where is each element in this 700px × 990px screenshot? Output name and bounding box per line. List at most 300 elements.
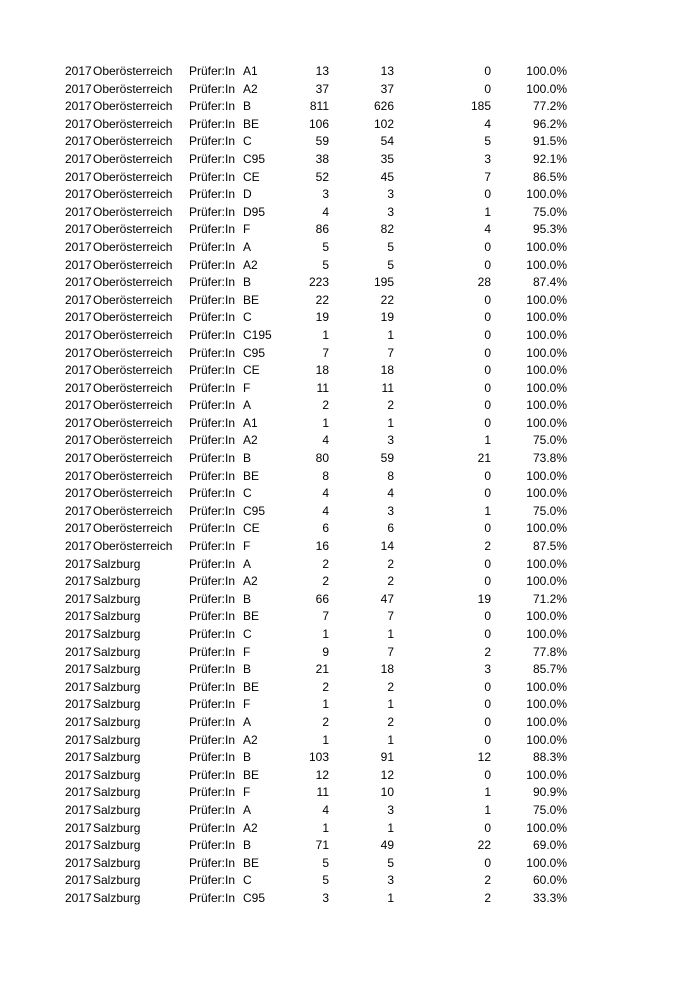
year-cell: 2017 (65, 415, 92, 430)
passed-count-cell: 1 (387, 732, 394, 747)
region-cell: Salzburg (93, 767, 141, 782)
passed-count-cell: 45 (380, 169, 394, 184)
table-row (0, 573, 700, 591)
year-cell: 2017 (65, 398, 92, 413)
role-cell: Prüfer:In (189, 556, 236, 571)
total-count-cell: 9 (322, 644, 329, 659)
year-cell: 2017 (65, 204, 92, 219)
failed-count-cell: 28 (477, 275, 491, 290)
passed-count-cell: 1 (387, 327, 394, 342)
table-row (0, 802, 700, 820)
total-count-cell: 811 (309, 99, 329, 114)
role-cell: Prüfer:In (189, 679, 236, 694)
region-cell: Salzburg (93, 697, 141, 712)
role-cell: Prüfer:In (189, 732, 236, 747)
passed-count-cell: 3 (387, 204, 394, 219)
total-count-cell: 2 (322, 714, 329, 729)
year-cell: 2017 (65, 627, 92, 641)
role-cell: Prüfer:In (189, 99, 236, 114)
pass-rate-cell: 100.0% (526, 363, 567, 378)
passed-count-cell: 7 (387, 345, 394, 360)
license-class-cell: F (243, 785, 251, 800)
year-cell: 2017 (65, 116, 92, 131)
total-count-cell: 1 (322, 327, 329, 342)
year-cell: 2017 (65, 345, 92, 360)
pass-rate-cell: 100.0% (526, 345, 567, 360)
total-count-cell: 21 (315, 662, 329, 677)
license-class-cell: A (243, 398, 252, 413)
role-cell: Prüfer:In (189, 785, 236, 800)
year-cell: 2017 (65, 802, 92, 817)
pass-rate-cell: 100.0% (526, 380, 567, 395)
table-row (0, 186, 700, 204)
passed-count-cell: 5 (387, 239, 394, 254)
table-row (0, 520, 700, 538)
pass-rate-cell: 100.0% (526, 310, 567, 325)
role-cell: Prüfer:In (189, 838, 236, 853)
license-class-cell: B (243, 99, 252, 114)
table-row (0, 380, 700, 398)
year-cell: 2017 (65, 820, 92, 835)
table-row (0, 292, 700, 310)
table-row (0, 538, 700, 556)
region-cell: Oberösterreich (93, 433, 173, 448)
pass-rate-cell: 100.0% (526, 767, 567, 782)
pass-rate-cell: 86.5% (532, 169, 567, 184)
table-row (0, 784, 700, 802)
failed-count-cell: 2 (484, 539, 491, 554)
table-row (0, 679, 700, 697)
total-count-cell: 2 (322, 398, 329, 413)
total-count-cell: 4 (322, 204, 329, 219)
table-row (0, 591, 700, 609)
region-cell: Salzburg (93, 820, 141, 835)
failed-count-cell: 0 (484, 363, 491, 378)
passed-count-cell: 49 (380, 838, 394, 853)
region-cell: Salzburg (93, 802, 141, 817)
year-cell: 2017 (65, 169, 92, 184)
passed-count-cell: 12 (380, 767, 394, 782)
region-cell: Oberösterreich (93, 257, 173, 272)
license-class-cell: D95 (243, 204, 266, 219)
region-cell: Oberösterreich (93, 204, 173, 219)
role-cell: Prüfer:In (189, 767, 236, 782)
table-row (0, 820, 700, 838)
year-cell: 2017 (65, 574, 92, 589)
role-cell: Prüfer:In (189, 134, 236, 149)
total-count-cell: 8 (322, 468, 329, 483)
pass-rate-cell: 75.0% (532, 802, 567, 817)
region-cell: Salzburg (93, 627, 141, 641)
passed-count-cell: 10 (380, 785, 394, 800)
year-cell: 2017 (65, 521, 92, 536)
total-count-cell: 1 (322, 627, 329, 641)
pass-rate-cell: 33.3% (532, 890, 567, 905)
passed-count-cell: 22 (380, 292, 394, 307)
pass-rate-cell: 90.9% (532, 785, 567, 800)
license-class-cell: B (243, 838, 252, 853)
role-cell: Prüfer:In (189, 873, 236, 888)
role-cell: Prüfer:In (189, 169, 236, 184)
region-cell: Oberösterreich (93, 310, 173, 325)
table-row (0, 556, 700, 574)
license-class-cell: B (243, 591, 252, 606)
role-cell: Prüfer:In (189, 697, 236, 712)
year-cell: 2017 (65, 644, 92, 659)
pass-rate-cell: 75.0% (532, 433, 567, 448)
table-row (0, 432, 700, 450)
pass-rate-cell: 100.0% (526, 64, 567, 78)
total-count-cell: 18 (315, 363, 329, 378)
region-cell: Oberösterreich (93, 222, 173, 237)
passed-count-cell: 35 (380, 151, 394, 166)
table-row (0, 503, 700, 521)
passed-count-cell: 82 (380, 222, 394, 237)
license-class-cell: C (243, 310, 252, 325)
failed-count-cell: 0 (484, 627, 491, 641)
failed-count-cell: 2 (484, 644, 491, 659)
pass-rate-cell: 75.0% (532, 503, 567, 518)
year-cell: 2017 (65, 468, 92, 483)
license-class-cell: B (243, 451, 252, 466)
license-class-cell: A2 (243, 820, 258, 835)
region-cell: Oberösterreich (93, 503, 173, 518)
license-class-cell: C195 (243, 327, 272, 342)
role-cell: Prüfer:In (189, 292, 236, 307)
pass-rate-cell: 77.2% (532, 99, 567, 114)
year-cell: 2017 (65, 662, 92, 677)
total-count-cell: 5 (322, 257, 329, 272)
table-row (0, 204, 700, 222)
region-cell: Salzburg (93, 679, 141, 694)
license-class-cell: B (243, 275, 252, 290)
failed-count-cell: 0 (484, 714, 491, 729)
license-class-cell: BE (243, 292, 260, 307)
role-cell: Prüfer:In (189, 750, 236, 765)
table-row (0, 327, 700, 345)
table-row (0, 345, 700, 363)
table-row (0, 732, 700, 750)
total-count-cell: 38 (315, 151, 329, 166)
license-class-cell: A (243, 714, 252, 729)
total-count-cell: 59 (315, 134, 329, 149)
license-class-cell: CE (243, 169, 260, 184)
pass-rate-cell: 77.8% (532, 644, 567, 659)
table-row (0, 626, 700, 644)
year-cell: 2017 (65, 539, 92, 554)
total-count-cell: 19 (315, 310, 329, 325)
year-cell: 2017 (65, 187, 92, 202)
license-class-cell: A1 (243, 64, 258, 78)
passed-count-cell: 3 (387, 873, 394, 888)
pass-rate-cell: 100.0% (526, 697, 567, 712)
failed-count-cell: 0 (484, 292, 491, 307)
year-cell: 2017 (65, 609, 92, 624)
table-row (0, 274, 700, 292)
role-cell: Prüfer:In (189, 363, 236, 378)
passed-count-cell: 13 (380, 64, 394, 78)
failed-count-cell: 3 (484, 662, 491, 677)
passed-count-cell: 18 (380, 662, 394, 677)
table-row (0, 415, 700, 433)
passed-count-cell: 1 (387, 415, 394, 430)
failed-count-cell: 0 (484, 257, 491, 272)
failed-count-cell: 0 (484, 521, 491, 536)
failed-count-cell: 1 (484, 433, 491, 448)
pass-rate-cell: 100.0% (526, 292, 567, 307)
region-cell: Oberösterreich (93, 151, 173, 166)
license-class-cell: C95 (243, 151, 266, 166)
license-class-cell: C95 (243, 503, 266, 518)
table-row (0, 257, 700, 275)
year-cell: 2017 (65, 151, 92, 166)
year-cell: 2017 (65, 81, 92, 96)
failed-count-cell: 0 (484, 855, 491, 870)
role-cell: Prüfer:In (189, 486, 236, 501)
pass-rate-cell: 95.3% (532, 222, 567, 237)
role-cell: Prüfer:In (189, 151, 236, 166)
role-cell: Prüfer:In (189, 451, 236, 466)
table-row (0, 116, 700, 134)
region-cell: Oberösterreich (93, 468, 173, 483)
total-count-cell: 4 (322, 503, 329, 518)
year-cell: 2017 (65, 486, 92, 501)
table-row (0, 696, 700, 714)
pass-rate-cell: 60.0% (532, 873, 567, 888)
license-class-cell: D (243, 187, 252, 202)
license-class-cell: F (243, 222, 251, 237)
failed-count-cell: 0 (484, 327, 491, 342)
pass-rate-cell: 100.0% (526, 521, 567, 536)
failed-count-cell: 1 (484, 503, 491, 518)
total-count-cell: 71 (315, 838, 329, 853)
total-count-cell: 3 (322, 890, 329, 905)
role-cell: Prüfer:In (189, 64, 236, 78)
region-cell: Salzburg (93, 644, 141, 659)
year-cell: 2017 (65, 750, 92, 765)
passed-count-cell: 19 (380, 310, 394, 325)
passed-count-cell: 195 (373, 275, 394, 290)
role-cell: Prüfer:In (189, 275, 236, 290)
passed-count-cell: 18 (380, 363, 394, 378)
passed-count-cell: 8 (387, 468, 394, 483)
failed-count-cell: 0 (484, 732, 491, 747)
pass-rate-cell: 69.0% (532, 838, 567, 853)
region-cell: Salzburg (93, 750, 141, 765)
license-class-cell: F (243, 644, 251, 659)
region-cell: Oberösterreich (93, 292, 173, 307)
year-cell: 2017 (65, 310, 92, 325)
total-count-cell: 66 (315, 591, 329, 606)
pass-rate-cell: 100.0% (526, 398, 567, 413)
region-cell: Oberösterreich (93, 363, 173, 378)
table-row (0, 169, 700, 187)
pass-rate-cell: 75.0% (532, 204, 567, 219)
table-row (0, 239, 700, 257)
year-cell: 2017 (65, 327, 92, 342)
license-class-cell: CE (243, 521, 260, 536)
license-class-cell: F (243, 697, 251, 712)
role-cell: Prüfer:In (189, 327, 236, 342)
license-class-cell: A2 (243, 257, 258, 272)
total-count-cell: 7 (322, 345, 329, 360)
passed-count-cell: 2 (387, 714, 394, 729)
license-class-cell: BE (243, 609, 260, 624)
total-count-cell: 12 (315, 767, 329, 782)
region-cell: Salzburg (93, 591, 141, 606)
total-count-cell: 1 (322, 820, 329, 835)
total-count-cell: 5 (322, 873, 329, 888)
failed-count-cell: 0 (484, 380, 491, 395)
table-row (0, 133, 700, 151)
pass-rate-cell: 100.0% (526, 415, 567, 430)
total-count-cell: 106 (308, 116, 329, 131)
failed-count-cell: 0 (484, 415, 491, 430)
license-class-cell: C95 (243, 345, 266, 360)
total-count-cell: 223 (308, 275, 329, 290)
pass-rate-cell: 100.0% (526, 679, 567, 694)
region-cell: Salzburg (93, 662, 141, 677)
year-cell: 2017 (65, 380, 92, 395)
role-cell: Prüfer:In (189, 310, 236, 325)
total-count-cell: 6 (322, 521, 329, 536)
total-count-cell: 5 (322, 239, 329, 254)
passed-count-cell: 14 (380, 539, 394, 554)
role-cell: Prüfer:In (189, 204, 236, 219)
license-class-cell: A2 (243, 433, 258, 448)
license-class-cell: F (243, 380, 251, 395)
failed-count-cell: 1 (484, 802, 491, 817)
failed-count-cell: 0 (484, 556, 491, 571)
total-count-cell: 16 (315, 539, 329, 554)
passed-count-cell: 626 (373, 99, 394, 114)
total-count-cell: 3 (322, 187, 329, 202)
passed-count-cell: 2 (387, 398, 394, 413)
failed-count-cell: 0 (484, 239, 491, 254)
total-count-cell: 103 (308, 750, 329, 765)
region-cell: Oberösterreich (93, 345, 173, 360)
region-cell: Oberösterreich (93, 81, 173, 96)
role-cell: Prüfer:In (189, 609, 236, 624)
failed-count-cell: 0 (484, 64, 491, 78)
region-cell: Salzburg (93, 855, 141, 870)
failed-count-cell: 0 (484, 187, 491, 202)
failed-count-cell: 2 (484, 873, 491, 888)
year-cell: 2017 (65, 239, 92, 254)
role-cell: Prüfer:In (189, 345, 236, 360)
table-row (0, 485, 700, 503)
region-cell: Oberösterreich (93, 486, 173, 501)
role-cell: Prüfer:In (189, 521, 236, 536)
total-count-cell: 7 (322, 609, 329, 624)
role-cell: Prüfer:In (189, 222, 236, 237)
table-row (0, 309, 700, 327)
total-count-cell: 1 (322, 697, 329, 712)
year-cell: 2017 (65, 257, 92, 272)
failed-count-cell: 12 (477, 750, 491, 765)
table-row (0, 608, 700, 626)
license-class-cell: A (243, 556, 252, 571)
table-row (0, 397, 700, 415)
region-cell: Salzburg (93, 556, 141, 571)
license-class-cell: C (243, 486, 252, 501)
region-cell: Oberösterreich (93, 169, 173, 184)
pass-rate-cell: 100.0% (526, 627, 567, 641)
year-cell: 2017 (65, 292, 92, 307)
table-row (0, 767, 700, 785)
table-row (0, 151, 700, 169)
pass-rate-cell: 100.0% (526, 714, 567, 729)
passed-count-cell: 47 (380, 591, 394, 606)
pass-rate-cell: 100.0% (526, 855, 567, 870)
region-cell: Oberösterreich (93, 239, 173, 254)
total-count-cell: 1 (322, 732, 329, 747)
license-class-cell: A2 (243, 81, 258, 96)
passed-count-cell: 3 (387, 187, 394, 202)
total-count-cell: 2 (322, 556, 329, 571)
role-cell: Prüfer:In (189, 820, 236, 835)
failed-count-cell: 0 (484, 81, 491, 96)
role-cell: Prüfer:In (189, 644, 236, 659)
passed-count-cell: 91 (380, 750, 394, 765)
role-cell: Prüfer:In (189, 802, 236, 817)
year-cell: 2017 (65, 890, 92, 905)
license-class-cell: C95 (243, 890, 266, 905)
table-row (0, 714, 700, 732)
license-class-cell: B (243, 750, 252, 765)
region-cell: Oberösterreich (93, 99, 173, 114)
year-cell: 2017 (65, 451, 92, 466)
region-cell: Oberösterreich (93, 187, 173, 202)
year-cell: 2017 (65, 222, 92, 237)
year-cell: 2017 (65, 275, 92, 290)
license-class-cell: BE (243, 767, 260, 782)
license-class-cell: C (243, 627, 252, 641)
pass-rate-cell: 100.0% (526, 732, 567, 747)
total-count-cell: 11 (316, 785, 329, 800)
table-row (0, 855, 700, 873)
pass-rate-cell: 100.0% (526, 327, 567, 342)
region-cell: Oberösterreich (93, 380, 173, 395)
role-cell: Prüfer:In (189, 890, 236, 905)
license-class-cell: A (243, 802, 252, 817)
failed-count-cell: 4 (484, 116, 491, 131)
role-cell: Prüfer:In (189, 398, 236, 413)
region-cell: Salzburg (93, 838, 141, 853)
failed-count-cell: 3 (484, 151, 491, 166)
role-cell: Prüfer:In (189, 627, 236, 641)
data-table (0, 63, 700, 908)
table-row (0, 661, 700, 679)
failed-count-cell: 4 (484, 222, 491, 237)
table-row (0, 872, 700, 890)
region-cell: Salzburg (93, 873, 141, 888)
region-cell: Salzburg (93, 714, 141, 729)
passed-count-cell: 1 (387, 697, 394, 712)
region-cell: Oberösterreich (93, 134, 173, 149)
passed-count-cell: 102 (373, 116, 394, 131)
failed-count-cell: 1 (484, 785, 491, 800)
pass-rate-cell: 71.2% (532, 591, 567, 606)
passed-count-cell: 3 (387, 433, 394, 448)
year-cell: 2017 (65, 433, 92, 448)
role-cell: Prüfer:In (189, 380, 236, 395)
pass-rate-cell: 100.0% (526, 239, 567, 254)
failed-count-cell: 21 (477, 451, 491, 466)
table-row (0, 890, 700, 908)
failed-count-cell: 0 (484, 398, 491, 413)
license-class-cell: B (243, 662, 252, 677)
